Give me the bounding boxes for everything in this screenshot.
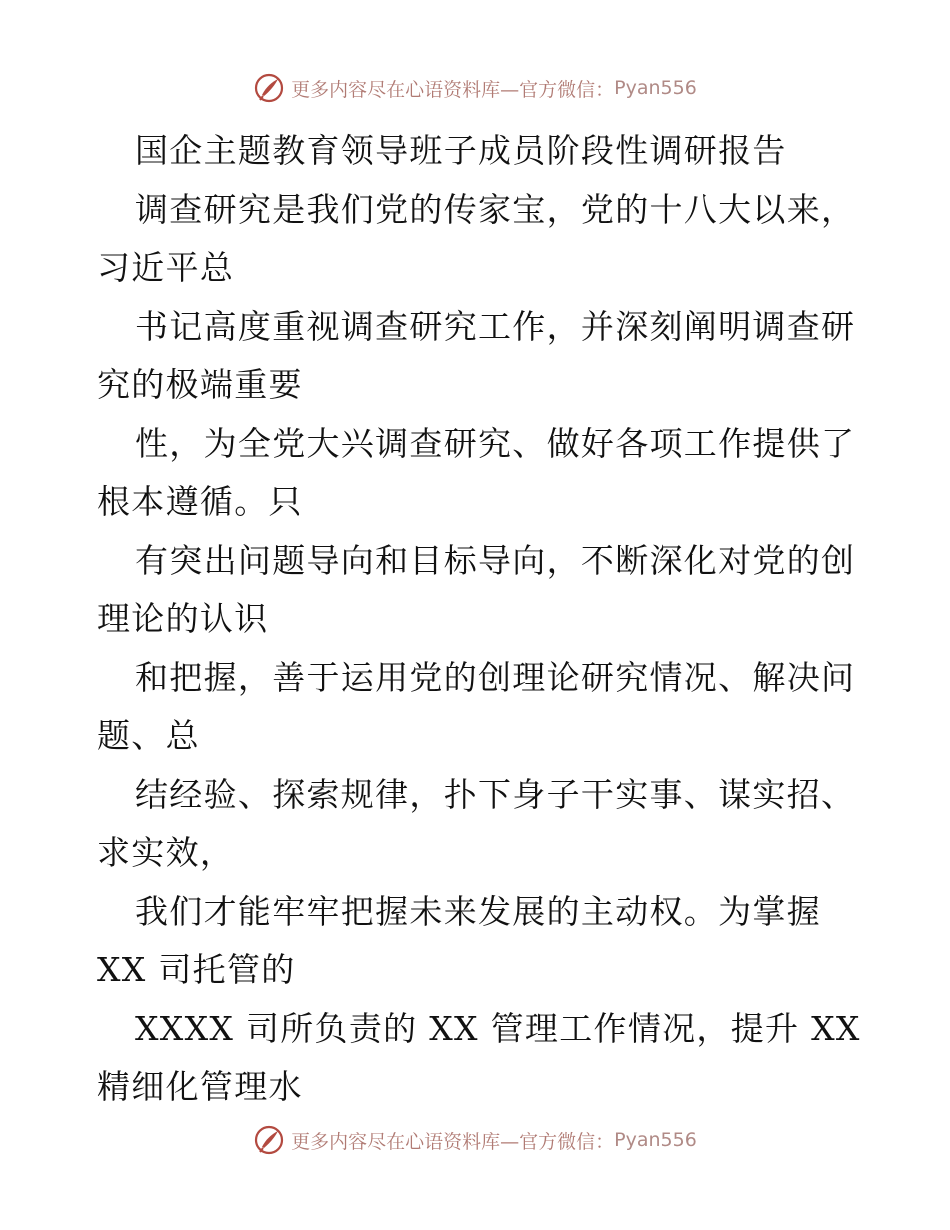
footer-banner-id: Pyan556 <box>614 1129 697 1151</box>
paragraph-line: 究的极端重要 <box>97 365 303 404</box>
paragraph-line: XX 司托管的 <box>97 950 296 989</box>
paragraph-line: 性，为全党大兴调查研究、做好各项工作提供了 <box>135 423 856 463</box>
paragraph-line: 理论的认识 <box>97 599 269 638</box>
document-body <box>97 122 861 1117</box>
paragraph-line: 书记高度重视调查研究工作，并深刻阐明调查研 <box>135 306 856 346</box>
quill-logo-icon <box>253 1124 285 1156</box>
paragraph-line: XXXX 司所负责的 XX 管理工作情况，提升 XX <box>135 1008 861 1048</box>
paragraph-line: 习近平总 <box>97 248 235 287</box>
paragraph-line: 求实效， <box>97 833 235 872</box>
paragraph-line: 和把握，善于运用党的创理论研究情况、解决问 <box>135 657 856 697</box>
paragraph-line: 调查研究是我们党的传家宝，党的十八大以来， <box>135 189 856 229</box>
paragraph-line: 结经验、探索规律，扑下身子干实事、谋实招、 <box>135 774 856 814</box>
document-title: 国企主题教育领导班子成员阶段性调研报告 <box>135 131 787 170</box>
paragraph-line: 题、总 <box>97 716 200 755</box>
footer-banner-text: 更多内容尽在心语资料库—官方微信： <box>291 1130 615 1153</box>
header-banner-id: Pyan556 <box>614 77 697 99</box>
footer-banner <box>0 1124 950 1156</box>
header-banner-text: 更多内容尽在心语资料库—官方微信： <box>291 78 615 101</box>
paragraph-line: 精细化管理水 <box>97 1067 303 1106</box>
header-banner <box>0 72 950 104</box>
quill-logo-icon <box>253 72 285 104</box>
paragraph-line: 根本遵循。只 <box>97 482 303 521</box>
paragraph-line: 我们才能牢牢把握未来发展的主动权。为掌握 <box>135 891 821 931</box>
paragraph-line: 有突出问题导向和目标导向，不断深化对党的创 <box>135 540 856 580</box>
